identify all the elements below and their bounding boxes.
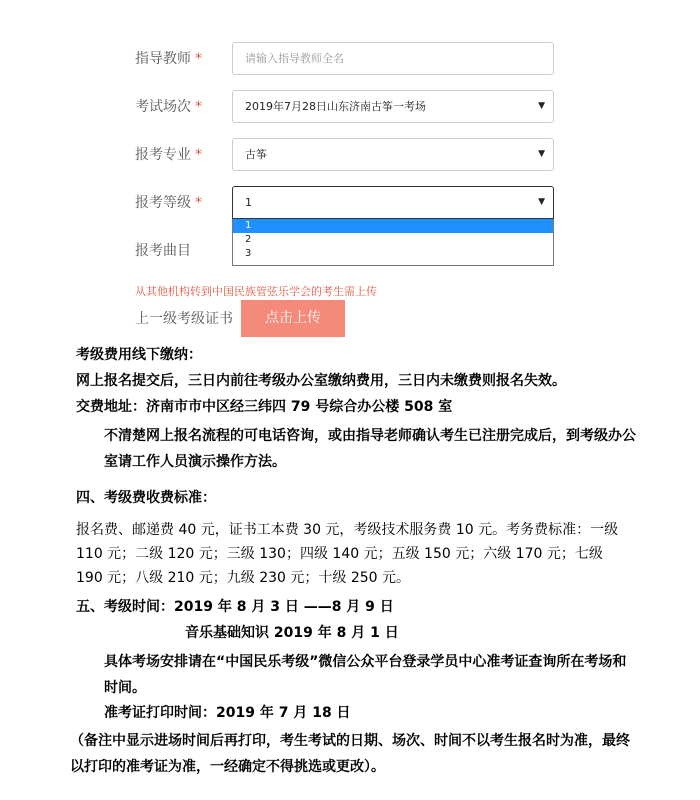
fee-offline-text: 网上报名提交后，三日内前往考级办公室缴纳费用，三日内未缴费则报名失效。 bbox=[76, 373, 566, 389]
major-select[interactable] bbox=[232, 138, 554, 171]
exam-session-value: 2019年7月28日山东济南古筝一考场 bbox=[245, 100, 426, 113]
ticket-print-time: 准考证打印时间：2019 年 7 月 18 日 bbox=[104, 705, 351, 721]
repertoire-label: 报考曲目 bbox=[135, 243, 191, 259]
section5-title: 五、考级时间：2019 年 8 月 3 日 ——8 月 9 日 bbox=[76, 599, 394, 615]
required-mark: * bbox=[195, 99, 202, 115]
major-label: 报考专业 * bbox=[135, 147, 202, 163]
transfer-hint: 从其他机构转到中国民族管弦乐学会的考生需上传 bbox=[135, 285, 377, 298]
fee-address: 交费地址：济南市市中区经三纬四 79 号综合办公楼 508 室 bbox=[76, 399, 453, 415]
exam-session-select[interactable] bbox=[232, 90, 554, 123]
level-option[interactable]: 1 bbox=[233, 219, 553, 233]
level-value: 1 bbox=[245, 196, 252, 209]
section4-text: 报名费、邮递费 40 元，证书工本费 30 元，考级技术服务费 10 元。考务费标准：一级 110 元；二级 120 元；三级 130；四级 140 元；五级 150 元；六级 170 元；七级 190 元；八级 210 元；九级 230 元；十级 250 元。 bbox=[76, 522, 619, 586]
dropdown-arrow-icon: ▼ bbox=[538, 101, 545, 111]
required-mark: * bbox=[195, 147, 202, 163]
required-mark: * bbox=[195, 195, 202, 211]
instructor-label: 指导教师 * bbox=[135, 51, 202, 67]
level-dropdown-list bbox=[232, 219, 554, 266]
level-select[interactable] bbox=[232, 186, 554, 219]
upload-label: 上一级考级证书 bbox=[135, 311, 233, 327]
instructor-input[interactable]: 请输入指导教师全名 bbox=[232, 42, 554, 75]
remark-text: （备注中显示进场时间后再打印，考生考试的日期、场次、时间不以考生报名时为准，最终以打印的准考证为准，一经确定不得挑选或更改）。 bbox=[70, 733, 630, 775]
required-mark: * bbox=[195, 51, 202, 67]
major-value: 古筝 bbox=[245, 148, 267, 161]
level-label: 报考等级 * bbox=[135, 195, 202, 211]
schedule-text: 具体考场安排请在“中国民乐考级”微信公众平台登录学员中心准考证查询所在考场和时间。 bbox=[104, 654, 627, 696]
level-option[interactable]: 2 bbox=[245, 234, 252, 245]
upload-button[interactable]: 点击上传 bbox=[241, 300, 345, 337]
section4-title: 四、考级费收费标准： bbox=[76, 490, 216, 506]
fee-offline-title: 考级费用线下缴纳： bbox=[76, 347, 202, 363]
music-basics-date: 音乐基础知识 2019 年 8 月 1 日 bbox=[185, 625, 399, 641]
consult-text: 不清楚网上报名流程的可电话咨询，或由指导老师确认考生已注册完成后，到考级办公室请工作人员演示操作方法。 bbox=[104, 428, 636, 470]
dropdown-arrow-icon: ▼ bbox=[538, 197, 545, 207]
dropdown-arrow-icon: ▼ bbox=[538, 149, 545, 159]
level-option[interactable]: 3 bbox=[245, 248, 252, 259]
exam-session-label: 考试场次 * bbox=[135, 99, 202, 115]
